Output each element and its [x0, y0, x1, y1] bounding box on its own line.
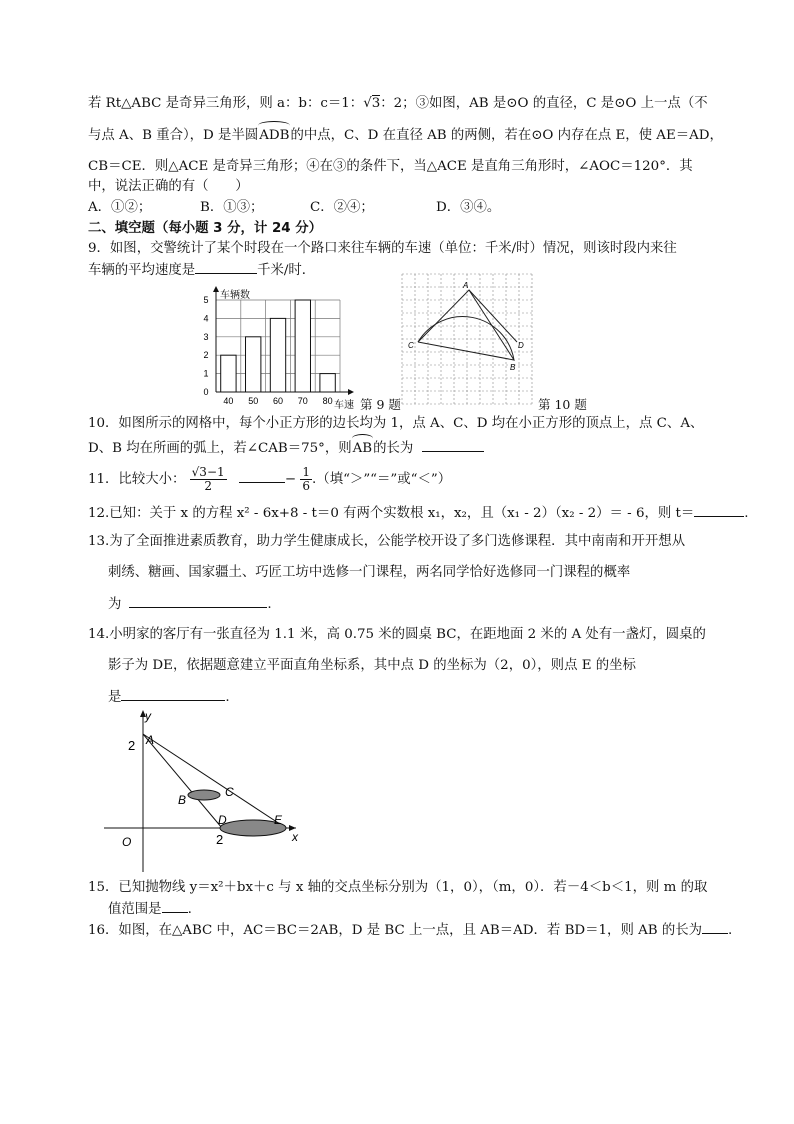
arc-ab: AB — [352, 439, 374, 459]
q8-line-4: 中，说法正确的有（ ） — [88, 179, 249, 194]
fig10-grid-figure — [400, 272, 538, 406]
q11-text: 11．比较大小： — [88, 472, 186, 487]
q14-line-1: 14.小明家的客厅有一张直径为 1.1 米，高 0.75 米的圆桌 BC，在距地面 2 米的 A 处有一盏灯，圆桌的 — [88, 627, 706, 642]
x-axis-arrow — [348, 389, 354, 395]
fig10-label-c: C — [408, 341, 414, 350]
sqrt-radicand: 3 — [371, 96, 381, 111]
q13-line-2: 刺绣、糖画、国家疆土、巧匠工坊中选修一门课程，两名同学恰好选修同一门课程的概率 — [108, 565, 631, 580]
fig10-label-b: B — [510, 363, 516, 372]
y-tick-label: 3 — [203, 331, 209, 342]
fig14-label-x: x — [292, 830, 298, 844]
q8-text: 的中点，C、D 在直径 AB 的两侧，若在⊙O 内存在点 E，使 AE＝AD， — [290, 128, 723, 143]
q8-line-3: CB＝CE．则△ACE 是奇异三角形；④在③的条件下，当△ACE 是直角三角形时，∠AOC＝120°．其 — [88, 159, 693, 174]
q14-line-3 — [108, 686, 230, 708]
x-axis-label: 车速 — [334, 400, 354, 410]
bar — [320, 374, 335, 392]
q11-denominator-2: 6 — [302, 479, 311, 493]
q15-line-2 — [108, 898, 192, 920]
q12-line — [88, 502, 749, 524]
fig14-label-a: A — [146, 733, 155, 747]
q11-hint: .（填“＞”“＝”或“＜”） — [312, 472, 452, 487]
q13-line-1: 13.为了全面推进素质教育，助力学生健康成长，公能学校开设了多门选修课程．其中南南和开开想从 — [88, 534, 686, 549]
q8-text: ：2；③如图，AB 是⊙O 的直径，C 是⊙O 上一点（不 — [380, 96, 708, 111]
bar — [270, 318, 285, 392]
q15-text: 值范围是 — [108, 902, 162, 917]
x-tick-label: 40 — [223, 396, 234, 406]
y-tick-label: 4 — [203, 313, 209, 324]
sqrt-sign: √ — [363, 96, 372, 111]
q9-line-1: 9．如图，交警统计了某个时段在一个路口来往车辆的车速（单位：千米/时）情况，则该时段内来往 — [88, 241, 677, 256]
q12-end: . — [744, 506, 749, 521]
y-tick-label: 5 — [203, 295, 209, 305]
bar — [221, 355, 236, 392]
fig14-label-2x: 2 — [216, 832, 224, 847]
y-tick-label: 0 — [203, 387, 209, 397]
q9-line-2 — [88, 259, 315, 281]
q15-end: . — [187, 902, 192, 917]
q16-text: 16．如图，在△ABC 中，AC＝BC＝2AB，D 是 BC 上一点，且 AB＝AD．若 BD＝1，则 AB 的长为 — [88, 923, 703, 938]
q15-line-1: 15．已知抛物线 y＝x²＋bx＋c 与 x 轴的交点坐标分别为（1，0），（m，0）．若－4＜b＜1，则 m 的取 — [88, 880, 708, 895]
fig14-label-d: D — [218, 813, 227, 827]
q8-text: 与点 A、B 重合），D 是半圆 — [88, 128, 259, 143]
q11-denominator: 2 — [204, 479, 212, 493]
fig10-label-d: D — [518, 341, 524, 350]
q9-text: 千米/时． — [257, 263, 316, 278]
q9-text: 车辆的平均速度是 — [88, 263, 196, 278]
x-tick-label: 60 — [272, 396, 284, 406]
q14-text: 是 — [108, 690, 122, 705]
fig14-lamp-shadow-figure — [100, 706, 310, 874]
fig14-label-e: E — [274, 813, 283, 827]
q11-line — [88, 466, 451, 494]
q13-text: 为 — [108, 597, 122, 612]
q11-numerator-2: 1 — [302, 465, 311, 479]
q15-answer-blank[interactable] — [162, 898, 188, 913]
fig14-table-top — [188, 790, 220, 800]
fig14-label-2y: 2 — [128, 738, 136, 753]
q10-line-2 — [88, 437, 484, 459]
option-b: B．①③； — [200, 200, 264, 215]
option-c: C．②④； — [310, 200, 374, 215]
q11-answer-blank[interactable] — [239, 468, 285, 483]
q10-text: 的长为 — [373, 441, 414, 456]
section-2-heading: 二、填空题（每小题 3 分，计 24 分） — [88, 221, 323, 236]
fig14-label-b: B — [178, 793, 187, 807]
q8-text: 若 Rt△ABC 是奇异三角形，则 a：b：c＝1： — [88, 96, 364, 111]
q13-answer-blank[interactable] — [129, 593, 267, 608]
q10-line-1: 10．如图所示的网格中，每个小正方形的边长均为 1，点 A、C、D 均在小正方形的顶点上，点 C、A、 — [88, 416, 704, 431]
q14-end: . — [225, 690, 230, 705]
q16-end: . — [728, 923, 733, 938]
bar — [295, 300, 310, 392]
q9-answer-blank[interactable] — [195, 259, 257, 274]
fig14-label-c: C — [225, 785, 234, 799]
fig10-label-a: A — [463, 281, 469, 290]
q8-line-2 — [88, 126, 723, 146]
arc-adb: ADB — [258, 126, 290, 146]
q11-numerator: √3−1 — [191, 465, 225, 479]
y-tick-label: 2 — [203, 350, 209, 361]
q16-answer-blank[interactable] — [702, 919, 728, 934]
fig14-label-y: y — [145, 709, 151, 723]
speed-bar-chart — [190, 282, 365, 410]
fig10-caption: 第 10 题 — [538, 397, 587, 412]
q12-text: 12.已知：关于 x 的方程 x² - 6x+8 - t＝0 有两个实数根 x₁，x₂，且（x₁ - 2）（x₂ - 2）＝ - 6，则 t＝ — [88, 506, 695, 521]
fig10-triangle — [418, 290, 514, 360]
q14-answer-blank[interactable] — [121, 686, 225, 701]
q11-fraction-right — [300, 466, 312, 493]
fig9-caption: 第 9 题 — [360, 397, 401, 412]
q14-line-2: 影子为 DE，依据题意建立平面直角坐标系，其中点 D 的坐标为（2，0），则点 E 的坐标 — [108, 658, 636, 673]
y-axis-label: 车辆数 — [220, 290, 250, 301]
q11-minus: − — [284, 472, 297, 487]
option-d: D．③④。 — [436, 200, 501, 215]
fig14-label-o: O — [122, 835, 132, 849]
q11-fraction-left — [190, 466, 227, 493]
y-axis-arrow — [213, 286, 219, 292]
q16-line — [88, 919, 732, 941]
x-tick-label: 50 — [248, 396, 259, 406]
fig14-ray-ad — [143, 734, 222, 828]
q10-text: D、B 均在所画的弧上，若∠CAB＝75°，则 — [88, 441, 352, 456]
q12-answer-blank[interactable] — [694, 502, 744, 517]
q10-answer-blank[interactable] — [422, 437, 484, 452]
fig14-ray-ae — [143, 734, 286, 828]
q13-end: . — [267, 597, 272, 612]
option-a: A．①②； — [88, 200, 152, 215]
q8-line-1 — [88, 94, 708, 114]
q13-line-3 — [108, 593, 272, 615]
bar — [246, 337, 261, 392]
y-tick-label: 1 — [203, 368, 209, 379]
x-tick-label: 80 — [322, 396, 333, 406]
x-tick-label: 70 — [297, 396, 308, 406]
